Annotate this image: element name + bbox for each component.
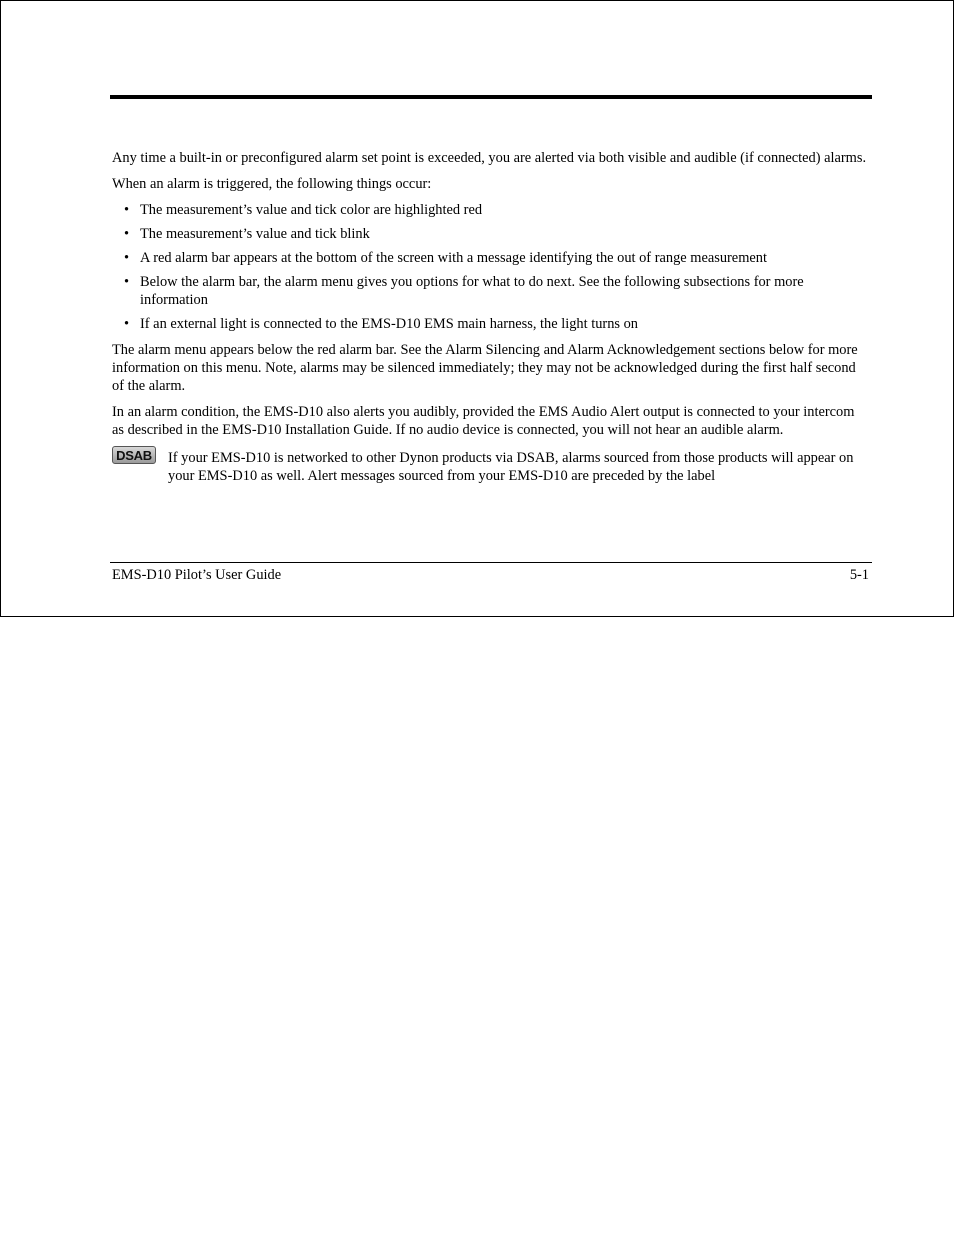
bullet-icon: • — [124, 274, 130, 290]
intro-paragraph-2: When an alarm is triggered, the following things occur: — [112, 176, 432, 192]
bullet-icon: • — [124, 316, 130, 332]
intro-paragraph-1: Any time a built-in or preconfigured alarm set point is exceeded, you are alerted via both visible and audible (if connected) alarms. — [112, 150, 867, 166]
list-item — [112, 225, 868, 243]
list-item-text: If an external light is connected to the EMS-D10 EMS main harness, the light turns on — [140, 316, 638, 332]
alarm-menu-paragraph: The alarm menu appears below the red alarm bar. See the Alarm Silencing and Alarm Acknowledgement sections below for more information on this menu. Note, alarms may be silenced immediately; they may not be acknowledged during the first half second of the alarm. — [112, 342, 858, 394]
footer-title: EMS-D10 Pilot’s User Guide — [112, 567, 282, 583]
audio-alert-paragraph: In an alarm condition, the EMS-D10 also alerts you audibly, provided the EMS Audio Alert output is connected to your intercom as described in the EMS-D10 Installation Guide. If no audio device is connected, you will not hear an audible alarm. — [112, 404, 855, 438]
dsab-note-text: If your EMS-D10 is networked to other Dynon products via DSAB, alarms sourced from those products will appear on your EMS-D10 as well. Alert messages sourced from your EMS-D10 are preceded by the label — [168, 450, 854, 484]
dsab-icon: DSAB — [112, 446, 156, 464]
list-item — [112, 273, 868, 309]
footer-rule — [110, 562, 872, 563]
list-item — [112, 249, 868, 267]
bullet-icon: • — [124, 226, 130, 242]
header-rule — [110, 95, 872, 99]
alarm-effects-list — [112, 201, 868, 333]
dsab-note — [112, 449, 868, 485]
bullet-icon: • — [124, 202, 130, 218]
bullet-icon: • — [124, 250, 130, 266]
body-content — [112, 149, 868, 485]
list-item-text: The measurement’s value and tick blink — [140, 226, 370, 242]
list-item — [112, 315, 868, 333]
list-item-text: The measurement’s value and tick color are highlighted red — [140, 202, 483, 218]
list-item-text: Below the alarm bar, the alarm menu gives you options for what to do next. See the following subsections for more information — [140, 274, 804, 308]
page-number: 5-1 — [849, 567, 869, 583]
list-item — [112, 201, 868, 219]
list-item-text: A red alarm bar appears at the bottom of the screen with a message identifying the out of range measurement — [140, 250, 767, 266]
